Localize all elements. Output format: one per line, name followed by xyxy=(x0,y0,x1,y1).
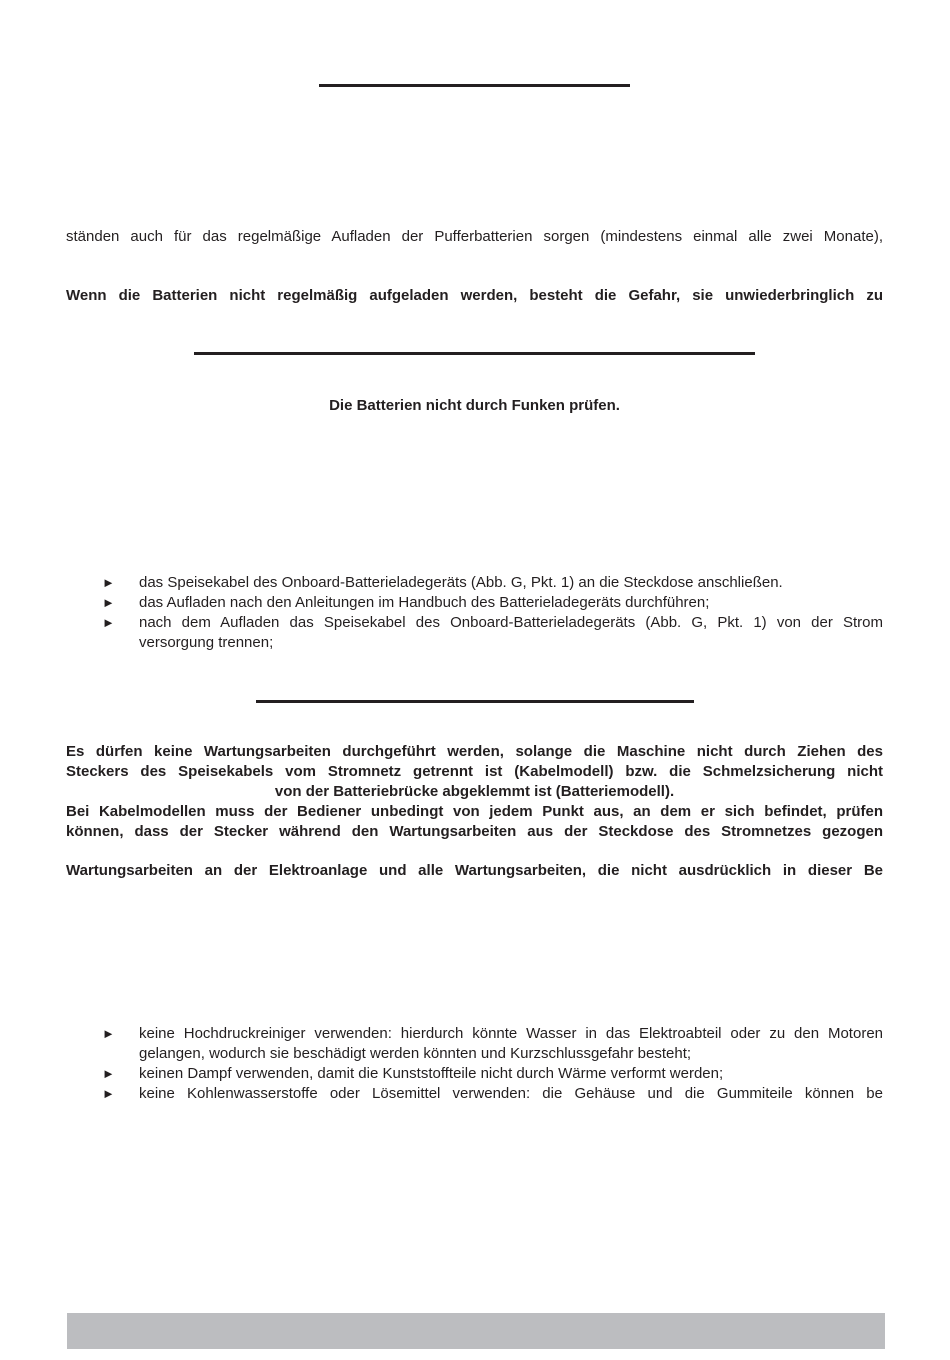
list-item-text: das Speisekabel des Onboard-Batterieladegeräts (Abb. G, Pkt. 1) an die Steckdose anschließen. xyxy=(139,574,783,591)
arrow-bullet-icon: ► xyxy=(102,575,115,590)
arrow-bullet-icon: ► xyxy=(102,1086,115,1101)
footer-bar xyxy=(67,1313,885,1349)
arrow-bullet-icon: ► xyxy=(102,595,115,610)
list-item xyxy=(102,613,883,653)
maintenance-warning xyxy=(66,742,883,842)
maintenance-line: Steckers des Speisekabels vom Stromnetz getrennt ist (Kabelmodell) bzw. die Schmelzsicherung nicht xyxy=(66,763,883,780)
electrical-maintenance-note: Wartungsarbeiten an der Elektroanlage und alle Wartungsarbeiten, die nicht ausdrücklich in dieser Be xyxy=(66,862,883,879)
list-item xyxy=(102,1084,883,1104)
cleaning-rules-list xyxy=(102,1024,883,1104)
list-item xyxy=(102,593,883,613)
maintenance-line: können, dass der Stecker während den Wartungsarbeiten aus der Steckdose des Stromnetzes gezogen xyxy=(66,823,883,840)
list-item xyxy=(102,573,883,593)
list-item-text: keinen Dampf verwenden, damit die Kunststoffteile nicht durch Wärme verformt werden; xyxy=(139,1065,724,1082)
spark-warning: Die Batterien nicht durch Funken prüfen. xyxy=(329,397,620,414)
list-item xyxy=(102,1064,883,1084)
battery-warning: Wenn die Batterien nicht regelmäßig aufgeladen werden, besteht die Gefahr, sie unwiederbringlich zu xyxy=(66,287,883,304)
charging-steps-list xyxy=(102,573,883,653)
list-item-text: keine Kohlenwasserstoffe oder Lösemittel verwenden: die Gehäuse und die Gummiteile können be xyxy=(139,1085,883,1102)
list-item-text: keine Hochdruckreiniger verwenden: hierdurch könnte Wasser in das Elektroabteil oder zu den Motoren gelangen, wodurch sie beschädigt werden könnten und Kurzschlussgefahr besteht; xyxy=(139,1025,883,1062)
maintenance-line: Bei Kabelmodellen muss der Bediener unbedingt von jedem Punkt aus, an dem er sich befindet, prüfen xyxy=(66,803,883,820)
arrow-bullet-icon: ► xyxy=(102,1026,115,1041)
heading-rule-top xyxy=(319,84,630,87)
battery-charging-text: ständen auch für das regelmäßige Aufladen der Pufferbatterien sorgen (mindestens einmal alle zwei Monate), xyxy=(66,228,883,245)
maintenance-line: Es dürfen keine Wartungsarbeiten durchgeführt werden, solange die Maschine nicht durch Ziehen des xyxy=(66,743,883,760)
maintenance-line: von der Batteriebrücke abgeklemmt ist (Batteriemodell). xyxy=(274,783,675,800)
heading-rule-middle xyxy=(194,352,755,355)
arrow-bullet-icon: ► xyxy=(102,615,115,630)
heading-rule-maintenance xyxy=(256,700,694,703)
arrow-bullet-icon: ► xyxy=(102,1066,115,1081)
list-item-text: nach dem Aufladen das Speisekabel des Onboard-Batterieladegeräts (Abb. G, Pkt. 1) von der Strom versorgung trennen; xyxy=(139,614,883,651)
list-item xyxy=(102,1024,883,1064)
list-item-text: das Aufladen nach den Anleitungen im Handbuch des Batterieladegeräts durchführen; xyxy=(139,594,710,611)
